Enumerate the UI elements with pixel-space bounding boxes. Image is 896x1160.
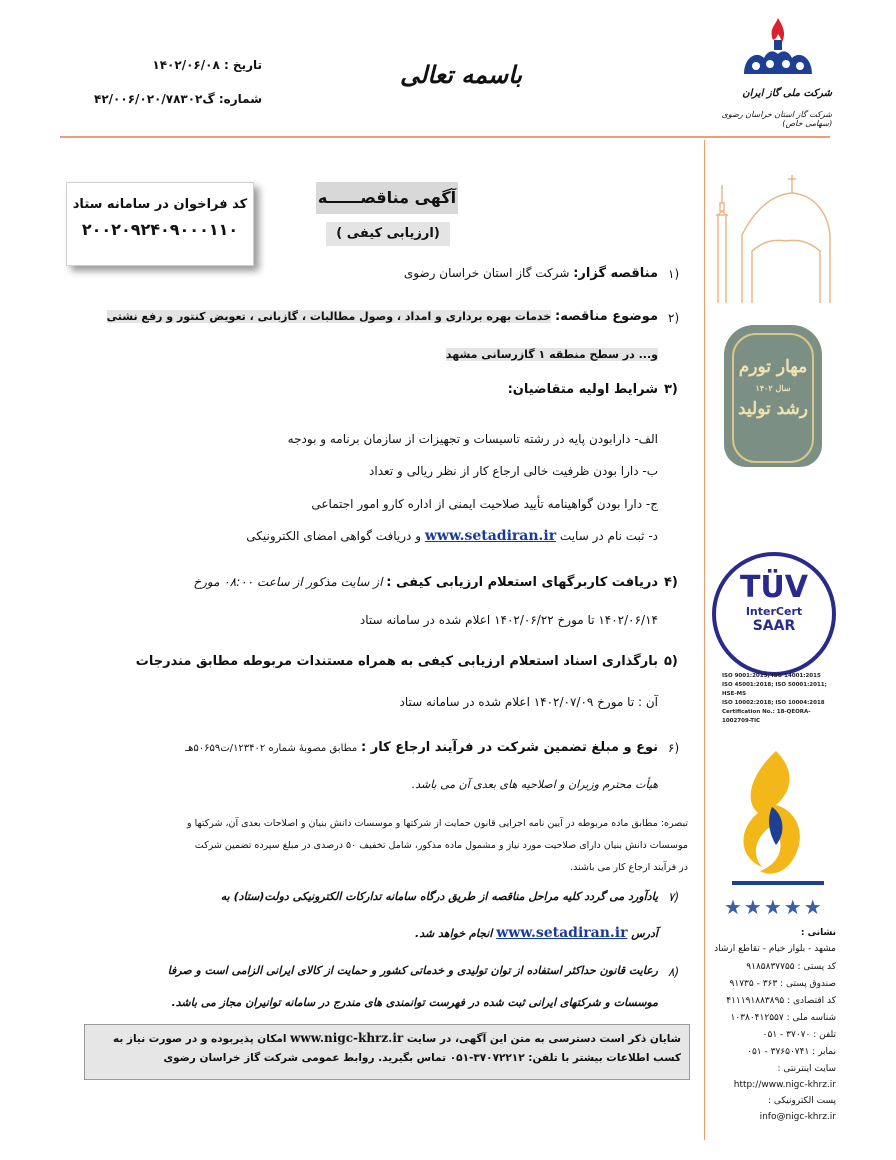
contact-notice-line-1: شایان ذکر است دسترسی به متن این آگهی، در سایت www.nigc-khrz.ir امکان پذیربوده و در صورت نیاز به — [112, 1031, 681, 1045]
item-7-text: یادآورد می گردد کلیه مراحل مناقصه از طریق درگاه سامانه تدارکات الکترونیکی دولت(ستاد) به — [220, 890, 658, 903]
iso-line-2: ISO 45001:2018; ISO 50001:2011; HSE-MS — [722, 682, 827, 697]
condition-d-post: و دریافت گواهی امضای الکترونیکی — [246, 529, 422, 543]
condition-d-pre: د- ثبت نام در سایت — [559, 529, 658, 543]
note-paragraph — [84, 813, 688, 879]
item-1-text: شرکت گاز استان خراسان رضوی — [403, 266, 570, 280]
nigc-logo — [738, 14, 818, 86]
tuv-badge — [712, 552, 836, 676]
contact-website[interactable]: http://www.nigc-khrz.ir — [733, 1080, 836, 1090]
item-2-label: موضوع مناقصه: — [555, 309, 658, 324]
item-8-line-2: موسسات و شرکتهای ایرانی ثبت شده در فهرست توانمندی های مندرج در سامانه توانیران مجاز می باشد. — [171, 996, 658, 1009]
item-2 — [107, 309, 658, 324]
shrine-illustration — [712, 155, 832, 305]
org-line-2: شرکت گاز استان خراسان رضوی (سهامی خاص) — [721, 110, 832, 128]
item-6-line-2: هیأت محترم وزیران و اصلاحیه های بعدی آن می باشد. — [411, 778, 658, 791]
item-4-label: دریافت کاربرگهای استعلام ارزیابی کیفی : — [386, 575, 658, 590]
tender-code: ۲۰۰۲۰۹۲۴۰۹۰۰۰۱۱۰ — [81, 220, 239, 239]
item-3-title: شرایط اولیه متقاضیان: — [507, 382, 658, 397]
notice-subtitle: ( ارزیابی کیفی) — [326, 222, 450, 246]
item-7-pre: آدرس — [631, 927, 658, 940]
rating-stars: ★★★★★ — [724, 895, 824, 919]
letter-number: شماره: گ۴۲/۰۰۶/۰۲۰/۷۸۳۰۲ — [94, 92, 262, 106]
item-5-line-2: آن : تا مورخ ۱۴۰۲/۰۷/۰۹ اعلام شده در سامانه ستاد — [399, 695, 658, 709]
contact-notice-line-2: کسب اطلاعات بیشتر با تلفن: ۳۷۰۷۲۲۱۲-۰۵۱ تماس بگیرید. روابط عمومی شرکت گاز خراسان رضوی — [163, 1052, 681, 1064]
item-6 — [185, 740, 658, 755]
iso-line-4: Certification No.: 18-QEORA-1002709-TIC — [722, 709, 811, 724]
item-4-line-2: ۱۴۰۲/۰۶/۱۴ تا مورخ ۱۴۰۲/۰۶/۲۲ اعلام شده در سامانه ستاد — [359, 613, 658, 627]
tuv-subtitle: InterCert — [745, 605, 803, 618]
date-label: تاریخ : ۱۴۰۲/۰۶/۰۸ — [152, 58, 262, 72]
org-line-1: شرکت ملی گاز ایران — [742, 88, 832, 99]
item-2-text-a: خدمات بهره برداری و امداد ، وصول مطالبات ، گازبانی ، تعویض کنتور و رفع نشتی — [106, 310, 552, 323]
slogan-badge — [724, 325, 822, 467]
condition-a: الف- دارابودن پایه در رشته تاسیسات و تجهیزات از سازمان برنامه و بودجه — [287, 432, 658, 446]
iso-line-3: ISO 10002:2018; ISO 10004:2018 — [722, 700, 825, 706]
notice-title: آگهی مناقصــــــه — [316, 182, 458, 214]
slogan-year: سال ۱۴۰۲ — [755, 383, 791, 393]
item-8-line-1: رعایت قانون حداکثر استفاده از توان تولیدی و خدماتی کشور و حمایت از کالای ایرانی الزامی است و صرفا — [167, 964, 658, 977]
iso-line-1: ISO 9001:2015; ISO 14001:2015 — [722, 673, 821, 679]
item-1 — [404, 266, 658, 281]
contact-po-box: صندوق پستی : ۳۶۳ - ۹۱۷۳۵ — [729, 979, 836, 989]
item-2-text-b: و... در سطح منطقه ۱ گازرسانی مشهد — [445, 348, 658, 361]
item-number-7: ۷) — [668, 890, 680, 904]
item-6-label: نوع و مبلغ تضمین شرکت در فرآیند ارجاع کار : — [361, 740, 658, 755]
contact-address: مشهد - بلوار خیام - تقاطع ارشاد — [714, 944, 836, 954]
contact-address-label: نشانی : — [800, 928, 836, 938]
contact-notice-box — [84, 1024, 690, 1080]
item-7-post: انجام خواهد شد. — [415, 927, 493, 940]
tuv-title: TÜV — [739, 570, 809, 605]
note-line-1: تبصره: مطابق ماده مربوطه در آیین نامه اجرایی قانون حمایت از شرکتها و موسسات دانش بنیان و اصلاحات بعدی آن، شرکتها و — [186, 818, 688, 829]
flame-icon — [772, 18, 784, 42]
contact-fax: نمابر : ۳۷۶۵۰۷۴۱ - ۰۵۱ — [747, 1047, 836, 1057]
item-number-2: ۲) — [668, 311, 680, 325]
contact-website-label: سایت اینترنتی : — [777, 1064, 836, 1074]
item-number-8: ۸) — [668, 965, 680, 979]
condition-b: ب- دارا بودن ظرفیت خالی ارجاع کار از نظر ریالی و تعداد — [369, 464, 658, 478]
tender-code-title: کد فراخوان در سامانه ستاد — [72, 197, 248, 212]
setadiran-link[interactable]: www.setadiran.ir — [424, 528, 557, 544]
item-4 — [193, 575, 658, 590]
nigc-site-link[interactable]: www.nigc-khrz.ir — [290, 1031, 404, 1045]
setadiran-link-2[interactable]: www.setadiran.ir — [496, 925, 628, 941]
note-line-2: موسسات دانش بنیان دارای صلاحیت مورد نیاز و مشمول ماده مذکور، شامل تخفیف ۵۰ درصدی در مبلغ سپرده تضمین شرکت — [194, 840, 688, 851]
slogan-line-1: مهار تورم — [738, 357, 808, 377]
note-line-3: در فرآیند ارجاع کار می باشند. — [570, 862, 688, 873]
bismillah: باسمه تعالی — [400, 60, 523, 89]
item-number-3: ۳) — [664, 382, 678, 397]
contact-economic-code: کد اقتصادی : ۴۱۱۱۹۱۸۸۳۸۹۵ — [726, 996, 836, 1006]
contact-email[interactable]: info@nigc-khrz.ir — [759, 1112, 836, 1122]
contact-phone: تلفن : ۳۷۰۷۰ - ۰۵۱ — [762, 1030, 836, 1040]
contact-national-id: شناسه ملی : ۱۰۳۸۰۴۱۲۵۵۷ — [730, 1013, 836, 1023]
header-divider — [60, 136, 830, 138]
item-1-label: مناقصه گزار: — [573, 266, 658, 281]
item-5-text: بارگذاری اسناد استعلام ارزیابی کیفی به همراه مستندات مربوطه مطابق مندرجات — [135, 654, 658, 669]
excellence-award-logo — [726, 745, 830, 895]
item-number-4: ۴) — [664, 575, 678, 590]
contact-email-label: پست الکترونیکی : — [767, 1096, 836, 1106]
slogan-line-2: رشد تولید — [737, 399, 809, 419]
item-7-line-2 — [415, 925, 658, 941]
item-number-6: ۶) — [668, 741, 680, 755]
item-4-text: از سایت مذکور از ساعت ۰۸:۰۰ مورخ — [193, 575, 383, 589]
condition-d — [246, 528, 658, 544]
sidebar-divider — [704, 140, 705, 1140]
item-number-1: ۱) — [668, 267, 680, 281]
tender-code-box — [66, 182, 254, 266]
iso-list — [722, 672, 834, 726]
contact-postal-code: کد پستی : ۹۱۸۵۸۳۷۷۵۵ — [746, 962, 836, 972]
condition-c: ج- دارا بودن گواهینامه تأیید صلاحیت ایمنی از اداره کارو امور اجتماعی — [311, 497, 658, 511]
item-6-text: مطابق مصوبهٔ شماره ۱۲۳۴۰۲/ت۵۰۶۵۹هـ — [185, 743, 358, 754]
item-number-5: ۵) — [664, 654, 678, 669]
tuv-saar: SAAR — [752, 618, 796, 634]
